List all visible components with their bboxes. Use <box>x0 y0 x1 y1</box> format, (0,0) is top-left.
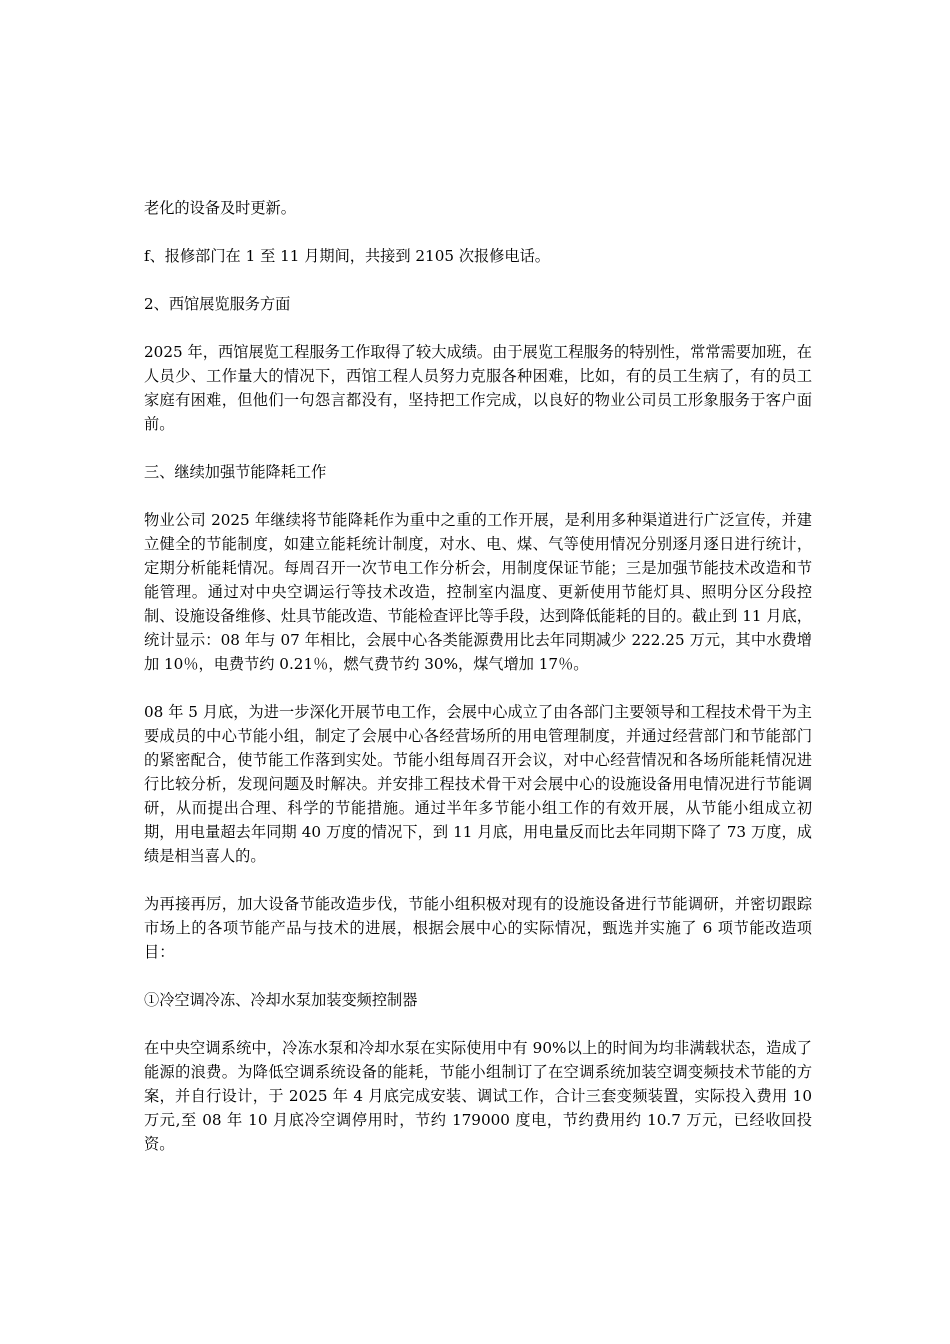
paragraph-energy-projects: 为再接再厉，加大设备节能改造步伐，节能小组积极对现有的设施设备进行节能调研，并密切跟踪市场上的各项节能产品与技术的进展，根据会展中心的实际情况，甄选并实施了 6 项节能改造项目： <box>144 895 812 961</box>
document-body <box>144 196 812 1180</box>
paragraph-equipment-renewal: 老化的设备及时更新。 <box>144 199 296 217</box>
section-heading-energy-saving: 三、继续加强节能降耗工作 <box>144 463 327 481</box>
paragraph-repair-calls: f、报修部门在 1 至 11 月期间，共接到 2105 次报修电话。 <box>144 247 550 265</box>
paragraph-west-hall-service: 2025 年，西馆展览工程服务工作取得了较大成绩。由于展览工程服务的特别性，常常需要加班，在人员少、工作量大的情况下，西馆工程人员努力克服各种困难，比如，有的员工生病了，有的员工家庭有困难，但他们一句怨言都没有，坚持把工作完成，以良好的物业公司员工形象服务于客户面前。 <box>144 343 812 433</box>
item-heading-variable-frequency: ①冷空调冷冻、冷却水泵加装变频控制器 <box>144 991 418 1009</box>
section-heading-west-hall: 2、西馆展览服务方面 <box>144 295 291 313</box>
paragraph-energy-policy: 物业公司 2025 年继续将节能降耗作为重中之重的工作开展，是利用多种渠道进行广泛宣传，并建立健全的节能制度，如建立能耗统计制度，对水、电、煤、气等使用情况分别逐月逐日进行统计，定期分析能耗情况。每周召开一次节电工作分析会，用制度保证节能；三是加强节能技术改造和节能管理。通过对中央空调运行等技术改造，控制室内温度、更新使用节能灯具、照明分区分段控制、设施设备维修、灶具节能改造、节能检查评比等手段，达到降低能耗的目的。截止到 11 月底，统计显示：08 年与 07 年相比，会展中心各类能源费用比去年同期减少 222.25 万元，其中水费增加 10％，电费节约 0.21％，燃气费节约 30%，煤气增加 17％。 <box>144 511 812 673</box>
paragraph-energy-group: 08 年 5 月底，为进一步深化开展节电工作，会展中心成立了由各部门主要领导和工程技术骨干为主要成员的中心节能小组，制定了会展中心各经营场所的用电管理制度，并通过经营部门和节能部门的紧密配合，使节能工作落到实处。节能小组每周召开会议，对中心经营情况和各场所能耗情况进行比较分析，发现问题及时解决。并安排工程技术骨干对会展中心的设施设备用电情况进行节能调研，从而提出合理、科学的节能措施。通过半年多节能小组工作的有效开展，从节能小组成立初期，用电量超去年同期 40 万度的情况下，到 11 月底，用电量反而比去年同期下降了 73 万度，成绩是相当喜人的。 <box>144 703 812 865</box>
paragraph-variable-frequency: 在中央空调系统中，冷冻水泵和冷却水泵在实际使用中有 90%以上的时间为均非满载状态，造成了能源的浪费。为降低空调系统设备的能耗，节能小组制订了在空调系统加装空调变频技术节能的方案，并自行设计，于 2025 年 4 月底完成安装、调试工作，合计三套变频装置，实际投入费用 10 万元,至 08 年 10 月底冷空调停用时，节约 179000 度电，节约费用约 10.7 万元，已经收回投资。 <box>144 1039 812 1153</box>
